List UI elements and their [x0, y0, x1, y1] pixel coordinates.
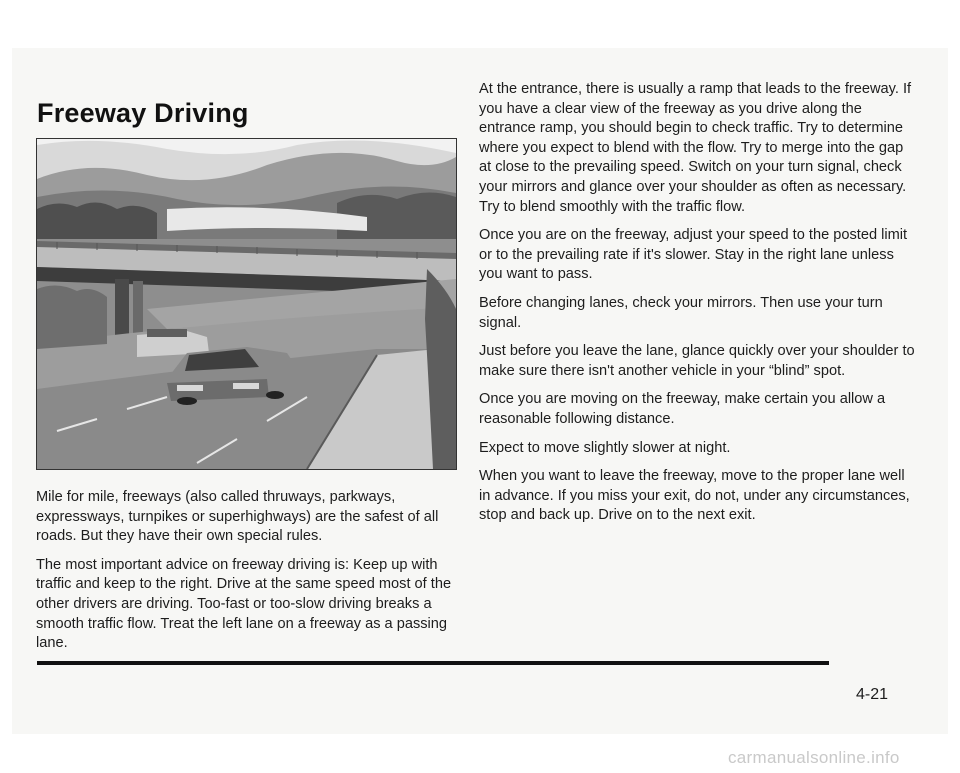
freeway-overpass-illustration [36, 138, 457, 470]
paragraph: The most important advice on freeway driving is: Keep up with traffic and keep to the right. Drive at the same speed most of the other drivers are driving. Too-fast or too-slow driving breaks a smooth traffic flow. Treat the left lane on a freeway as a passing lane. [36, 556, 452, 652]
paragraph: When you want to leave the freeway, move to the proper lane well in advance. If you miss your exit, do not, under any circumstances, stop and back up. Drive on to the next exit. [479, 468, 910, 524]
paragraph: Expect to move slightly slower at night. [479, 439, 731, 456]
paragraph: At the entrance, there is usually a ramp that leads to the freeway. If you have a clear view of the freeway as you drive along the entrance ramp, you should begin to check traffic. Try to determine where you expect to blend with the flow. Try to merge into the gap at close to the prevailing speed. Switch on your turn signal, check your mirrors and glance over your shoulder as often as necessary. Try to blend smoothly with the traffic flow. [479, 81, 912, 215]
paragraph: Just before you leave the lane, glance quickly over your shoulder to make sure there isn't another vehicle in your “blind” spot. [479, 343, 915, 379]
watermark-text: carmanualsonline.info [728, 748, 900, 767]
footer-rule [37, 661, 829, 665]
page-number: 4-21 [856, 686, 889, 703]
paragraph: Once you are on the freeway, adjust your speed to the posted limit or to the prevailing rate if it's slower. Stay in the right lane unless you want to pass. [479, 227, 908, 283]
paragraph: Once you are moving on the freeway, make certain you allow a reasonable following distance. [479, 391, 886, 427]
right-column-text [479, 80, 919, 535]
left-column-text [36, 488, 464, 663]
paragraph: Before changing lanes, check your mirrors. Then use your turn signal. [479, 294, 883, 331]
section-title: Freeway Driving [37, 98, 249, 128]
paragraph: Mile for mile, freeways (also called thruways, parkways, expressways, turnpikes or superhighways) are the safest of all roads. But they have their own special rules. [36, 489, 439, 545]
